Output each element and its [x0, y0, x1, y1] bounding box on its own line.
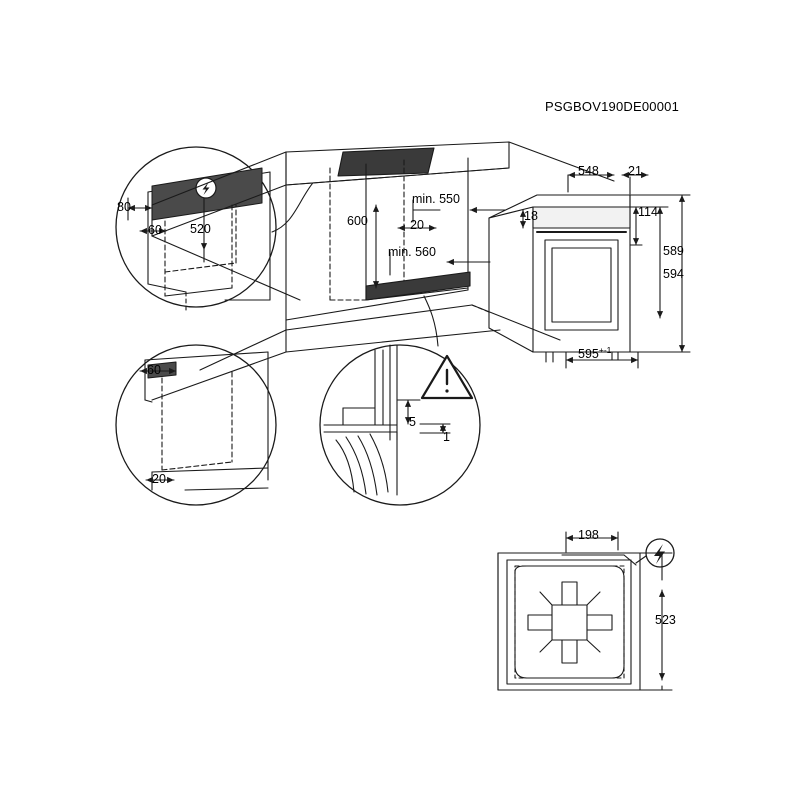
- dimension-label-595: [578, 345, 611, 361]
- dimension-label-589: 589: [663, 244, 684, 258]
- dimension-value-595: 595: [578, 347, 599, 362]
- dimension-label-60-mid: 60: [147, 363, 161, 377]
- detail-circle-mid-left: [116, 345, 276, 505]
- dimension-label-114: 114: [638, 205, 658, 219]
- dimension-label-1: 1: [443, 430, 450, 444]
- dimension-tolerance-595: +-1: [598, 345, 612, 355]
- dimension-label-60: 60: [148, 223, 162, 237]
- dimension-label-594: 594: [663, 267, 684, 281]
- detail-circle-warning: [320, 296, 480, 505]
- plan-view-bottom: [498, 532, 674, 690]
- cabinet-dimension-lines: [376, 200, 506, 288]
- dimension-label-20: 20: [410, 218, 424, 232]
- dimension-label-548: 548: [578, 164, 599, 178]
- dimension-label-21: 21: [628, 164, 642, 178]
- dimension-label-20-mid: 20: [152, 472, 166, 486]
- dimension-label-min560: min. 560: [388, 245, 436, 259]
- dimension-label-80: 80: [117, 200, 131, 214]
- document-code: PSGBOV190DE00001: [545, 99, 680, 114]
- dimension-label-600: 600: [347, 214, 368, 228]
- dimension-label-523: 523: [655, 613, 676, 627]
- dimension-label-min550: min. 550: [412, 192, 460, 206]
- dimension-label-18: 18: [524, 209, 538, 223]
- dimension-label-198: 198: [578, 528, 599, 542]
- dimension-label-520: 520: [190, 222, 211, 236]
- dimension-label-5: 5: [409, 415, 416, 429]
